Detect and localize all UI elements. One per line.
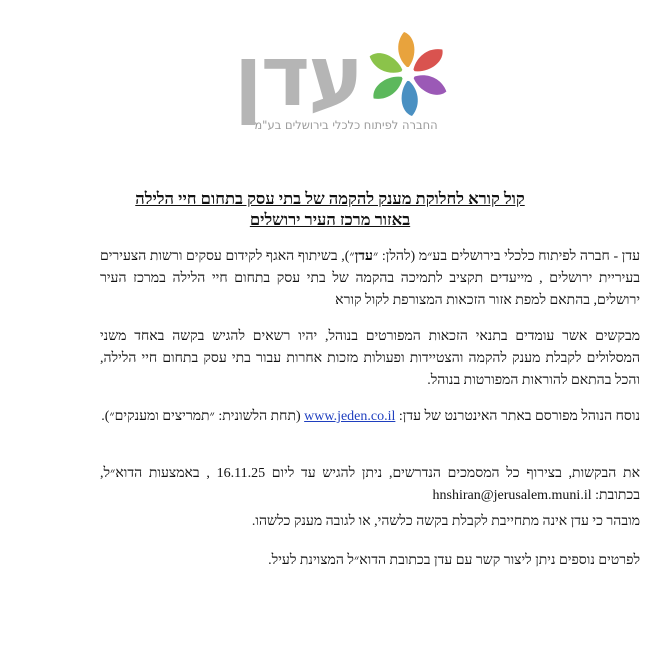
paragraph-procedure xyxy=(100,406,640,428)
intro-text-end: ״), בשיתוף האגף לקידום עסקים ורשות הצעירים בעיריית ירושלים , מייעדים תקציב לתמיכה בהקמה של בתי עסק בתחום חיי הלילה במרכז העיר ירושלים, בהתאם למפת אזור הזכאות המצורפת לקול קורא xyxy=(100,249,640,308)
intro-text-start: עדן - חברה לפיתוח כלכלי בירושלים בע״מ (להלן: ״ xyxy=(372,249,640,264)
website-link[interactable]: www.jeden.co.il xyxy=(304,409,396,424)
submission-text: את הבקשות, בצירוף כל המסמכים הנדרשים, ניתן להגיש עד ליום 16.11.25 , באמצעות הדוא״ל, בכתובת: xyxy=(100,466,640,503)
procedure-text-start: נוסח הנוהל מפורסם באתר האינטרנט של עדן: xyxy=(395,409,640,424)
procedure-text-end: (תחת הלשונית: ״תמריצים ומענקים״). xyxy=(101,409,305,424)
email-address[interactable]: hnshiran@jerusalem.muni.il xyxy=(432,488,592,503)
logo-wordmark: עדן xyxy=(233,27,363,125)
paragraph-intro xyxy=(100,246,640,312)
petal-blue xyxy=(402,80,418,116)
paragraph-submission xyxy=(100,463,640,507)
document-title xyxy=(90,188,570,230)
flower-logo-icon xyxy=(362,28,454,120)
intro-bold-name: עדן xyxy=(354,249,373,264)
petal-orange xyxy=(398,32,414,68)
paragraph-disclaimer: מובהר כי עדן אינה מתחייבת לקבלת בקשה כלשהי, או לגובה מענק כלשהו. xyxy=(251,514,640,529)
paragraph-eligibility: מבקשים אשר עומדים בתנאי הזכאות המפורטים בנוהל, יהיו רשאים להגיש בקשה באחד משני המסלולים לקבלת מענק להקמה והצטיידות ופעולות מזכות אחרות עבור בתי עסק בתחום חיי הלילה, והכל בהתאם להוראות המפורטות בנוהל. xyxy=(100,329,640,388)
title-line-1: קול קורא לחלוקת מענק להקמה של בתי עסק בתחום חיי הלילה xyxy=(135,189,525,208)
title-line-2: באזור מרכז העיר ירושלים xyxy=(249,210,411,229)
logo-tagline: החברה לפיתוח כלכלי בירושלים בע"מ xyxy=(254,118,438,132)
paragraph-contact: לפרטים נוספים ניתן ליצור קשר עם עדן בכתובת הדוא״ל המצוינת לעיל. xyxy=(268,553,640,568)
